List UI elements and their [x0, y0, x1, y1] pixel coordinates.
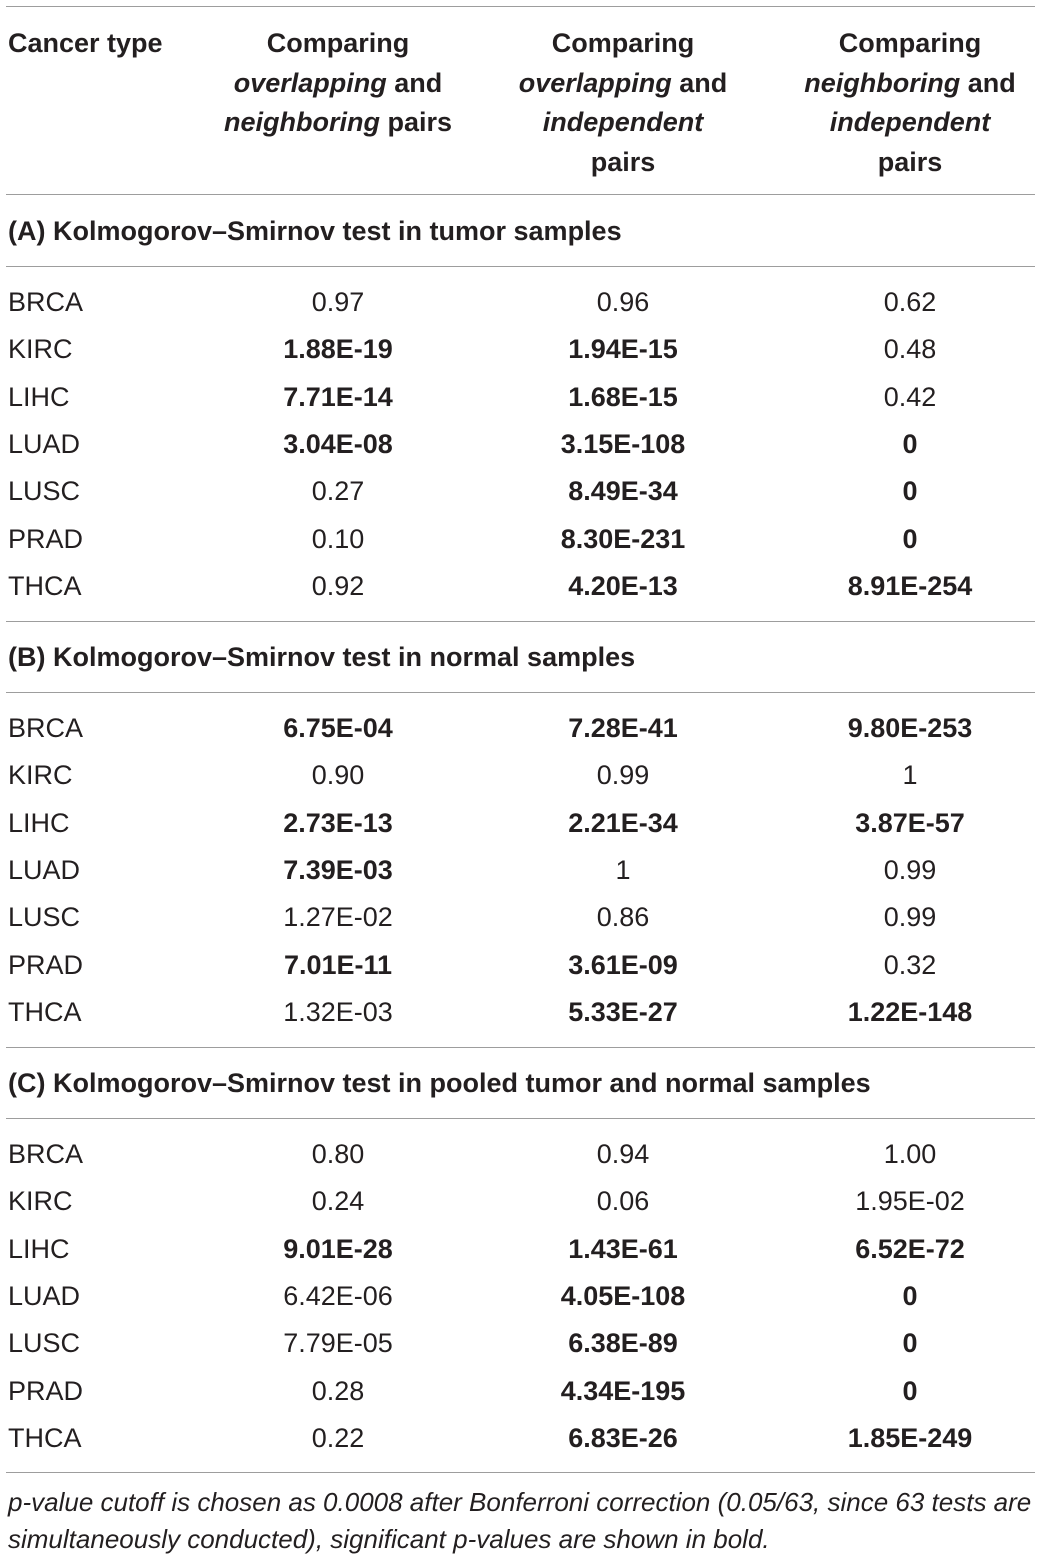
table-row: [0, 326, 1041, 373]
table-row: [0, 421, 1041, 468]
neighbor-independent-value: 9.80E-253: [847, 713, 973, 743]
overlap-independent-value: 0.06: [596, 1186, 650, 1217]
header-col3-term2: independent: [829, 107, 991, 137]
header-col2-line1: Comparing: [551, 28, 695, 58]
table-row: [0, 800, 1041, 847]
overlap-neighbor-value: 9.01E-28: [283, 1233, 393, 1264]
neighbor-independent-value: 8.91E-254: [847, 570, 973, 601]
table-row: [0, 563, 1041, 610]
table-row: [0, 1226, 1041, 1273]
neighbor-independent-value: 0.62: [883, 287, 937, 317]
overlap-independent-value: 0.96: [596, 287, 650, 317]
cancer-type-cell: LUSC: [8, 902, 81, 933]
overlap-independent-value: 5.33E-27: [568, 996, 678, 1027]
header-col1-term1: overlapping: [233, 67, 387, 98]
neighbor-independent-value: 0.99: [883, 854, 937, 885]
header-overlapping-neighboring: [198, 24, 478, 143]
overlap-independent-value: 3.15E-108: [560, 428, 686, 459]
cancer-type-cell: LUAD: [8, 428, 81, 459]
overlap-neighbor-value: 7.39E-03: [283, 854, 393, 885]
bottom-rule: [6, 1472, 1035, 1473]
overlap-neighbor-value: 7.01E-11: [283, 949, 393, 980]
cancer-type-cell: LIHC: [8, 381, 70, 412]
cancer-type-cell: LUSC: [8, 1328, 81, 1359]
overlap-independent-value: 0.99: [596, 760, 650, 791]
header-col1-and: and: [386, 67, 443, 98]
table-row: [0, 1178, 1041, 1225]
neighbor-independent-value: 0.32: [883, 949, 937, 980]
table-row: [0, 942, 1041, 989]
neighbor-independent-value: 1.95E-02: [855, 1186, 965, 1217]
cancer-type-cell: KIRC: [8, 334, 73, 365]
section-a-rule: [6, 266, 1035, 267]
neighbor-independent-value: 1.22E-148: [847, 996, 973, 1027]
overlap-independent-value: 7.28E-41: [568, 713, 678, 743]
neighbor-independent-value: 0.42: [883, 381, 937, 412]
neighbor-independent-value: 0: [902, 476, 918, 507]
section-b-title: (B) Kolmogorov–Smirnov test in normal samples: [8, 642, 636, 672]
header-col1-term2: neighboring: [223, 107, 380, 137]
section-c-title: (C) Kolmogorov–Smirnov test in pooled tumor and normal samples: [8, 1068, 871, 1098]
overlap-independent-value: 2.21E-34: [568, 807, 678, 838]
overlap-neighbor-value: 0.80: [311, 1139, 365, 1169]
cancer-type-cell: PRAD: [8, 1375, 84, 1406]
table-row: [0, 1320, 1041, 1367]
overlap-neighbor-value: 1.88E-19: [283, 334, 393, 365]
header-col2-pairs: pairs: [590, 146, 656, 177]
overlap-independent-value: 3.61E-09: [568, 949, 678, 980]
table-row: [0, 1273, 1041, 1320]
overlap-neighbor-value: 0.92: [311, 570, 365, 601]
neighbor-independent-value: 0: [902, 428, 918, 459]
table-row: [0, 374, 1041, 421]
section-b-top-rule: [6, 621, 1035, 622]
cancer-type-cell: THCA: [8, 570, 82, 601]
section-c-top-rule: [6, 1047, 1035, 1048]
overlap-neighbor-value: 0.22: [311, 1422, 365, 1453]
cancer-type-cell: BRCA: [8, 1139, 84, 1169]
cancer-type-cell: BRCA: [8, 713, 84, 743]
table-row: [0, 468, 1041, 515]
overlap-neighbor-value: 1.27E-02: [283, 902, 393, 933]
overlap-neighbor-value: 0.97: [311, 287, 365, 317]
cancer-type-cell: PRAD: [8, 949, 84, 980]
overlap-independent-value: 8.49E-34: [568, 476, 678, 507]
table-row: [0, 279, 1041, 326]
top-rule: [6, 6, 1035, 7]
cancer-type-cell: LIHC: [8, 807, 70, 838]
cancer-type-cell: BRCA: [8, 287, 84, 317]
table-row: [0, 1368, 1041, 1415]
cancer-type-cell: THCA: [8, 996, 82, 1027]
overlap-neighbor-value: 0.10: [311, 523, 365, 554]
overlap-independent-value: 1: [615, 854, 631, 885]
neighbor-independent-value: 3.87E-57: [855, 807, 965, 838]
neighbor-independent-value: 0.48: [883, 334, 937, 365]
overlap-neighbor-value: 0.28: [311, 1375, 365, 1406]
cancer-type-cell: KIRC: [8, 1186, 73, 1217]
cancer-type-cell: THCA: [8, 1422, 82, 1453]
overlap-independent-value: 4.20E-13: [568, 570, 678, 601]
neighbor-independent-value: 0.99: [883, 902, 937, 933]
header-overlapping-independent: [483, 24, 763, 182]
overlap-neighbor-value: 7.79E-05: [283, 1328, 393, 1359]
overlap-neighbor-value: 0.90: [311, 760, 365, 791]
overlap-neighbor-value: 0.27: [311, 476, 365, 507]
table-row: [0, 1131, 1041, 1178]
neighbor-independent-value: 0: [902, 523, 918, 554]
cancer-type-cell: LUAD: [8, 854, 81, 885]
neighbor-independent-value: 0: [902, 1328, 918, 1359]
cancer-type-cell: LIHC: [8, 1233, 70, 1264]
cancer-type-cell: KIRC: [8, 760, 73, 791]
cancer-type-cell: LUAD: [8, 1280, 81, 1311]
overlap-independent-value: 4.34E-195: [560, 1375, 686, 1406]
table-row: [0, 1415, 1041, 1462]
header-col3-term1: neighboring: [804, 67, 961, 98]
overlap-neighbor-value: 0.24: [311, 1186, 365, 1217]
neighbor-independent-value: 0: [902, 1375, 918, 1406]
table-row: [0, 516, 1041, 563]
header-col3-and: and: [960, 67, 1016, 98]
overlap-independent-value: 6.38E-89: [568, 1328, 678, 1359]
neighbor-independent-value: 1.85E-249: [847, 1422, 973, 1453]
table-row: [0, 705, 1041, 752]
overlap-neighbor-value: 3.04E-08: [283, 428, 393, 459]
header-col2-and: and: [671, 67, 728, 98]
overlap-neighbor-value: 2.73E-13: [283, 807, 393, 838]
footnote: p-value cutoff is chosen as 0.0008 after Bonferroni correction (0.05/63, since 63 tests are simultaneously conducted), significant p-values are shown in bold.: [8, 1487, 1032, 1554]
header-col3-line1: Comparing: [838, 28, 982, 58]
overlap-neighbor-value: 1.32E-03: [283, 996, 393, 1027]
cancer-type-cell: LUSC: [8, 476, 81, 507]
table-row: [0, 894, 1041, 941]
header-neighboring-independent: [770, 24, 1041, 182]
table-row: [0, 989, 1041, 1036]
overlap-independent-value: 4.05E-108: [560, 1280, 686, 1311]
header-col1-pairs: pairs: [379, 107, 453, 137]
table-row: [0, 847, 1041, 894]
section-c-rule: [6, 1118, 1035, 1119]
neighbor-independent-value: 1.00: [883, 1139, 937, 1169]
header-col1-line1: Comparing: [266, 28, 410, 58]
overlap-neighbor-value: 6.75E-04: [283, 713, 393, 743]
header-rule: [6, 194, 1035, 195]
header-col2-term1: overlapping: [518, 67, 672, 98]
neighbor-independent-value: 1: [902, 760, 918, 791]
overlap-independent-value: 1.43E-61: [568, 1233, 678, 1264]
overlap-neighbor-value: 7.71E-14: [283, 381, 393, 412]
header-col3-pairs: pairs: [877, 146, 943, 177]
header-col2-term2: independent: [542, 107, 704, 137]
neighbor-independent-value: 0: [902, 1280, 918, 1311]
overlap-independent-value: 1.94E-15: [568, 334, 678, 365]
neighbor-independent-value: 6.52E-72: [855, 1233, 965, 1264]
overlap-independent-value: 8.30E-231: [560, 523, 686, 554]
overlap-independent-value: 6.83E-26: [568, 1422, 678, 1453]
overlap-independent-value: 0.86: [596, 902, 650, 933]
overlap-independent-value: 1.68E-15: [568, 381, 678, 412]
table-row: [0, 752, 1041, 799]
overlap-independent-value: 0.94: [596, 1139, 650, 1169]
cancer-type-cell: PRAD: [8, 523, 84, 554]
section-a-title: (A) Kolmogorov–Smirnov test in tumor samples: [8, 216, 622, 246]
section-b-rule: [6, 692, 1035, 693]
header-cancer-type: Cancer type: [8, 28, 163, 58]
overlap-neighbor-value: 6.42E-06: [283, 1280, 393, 1311]
